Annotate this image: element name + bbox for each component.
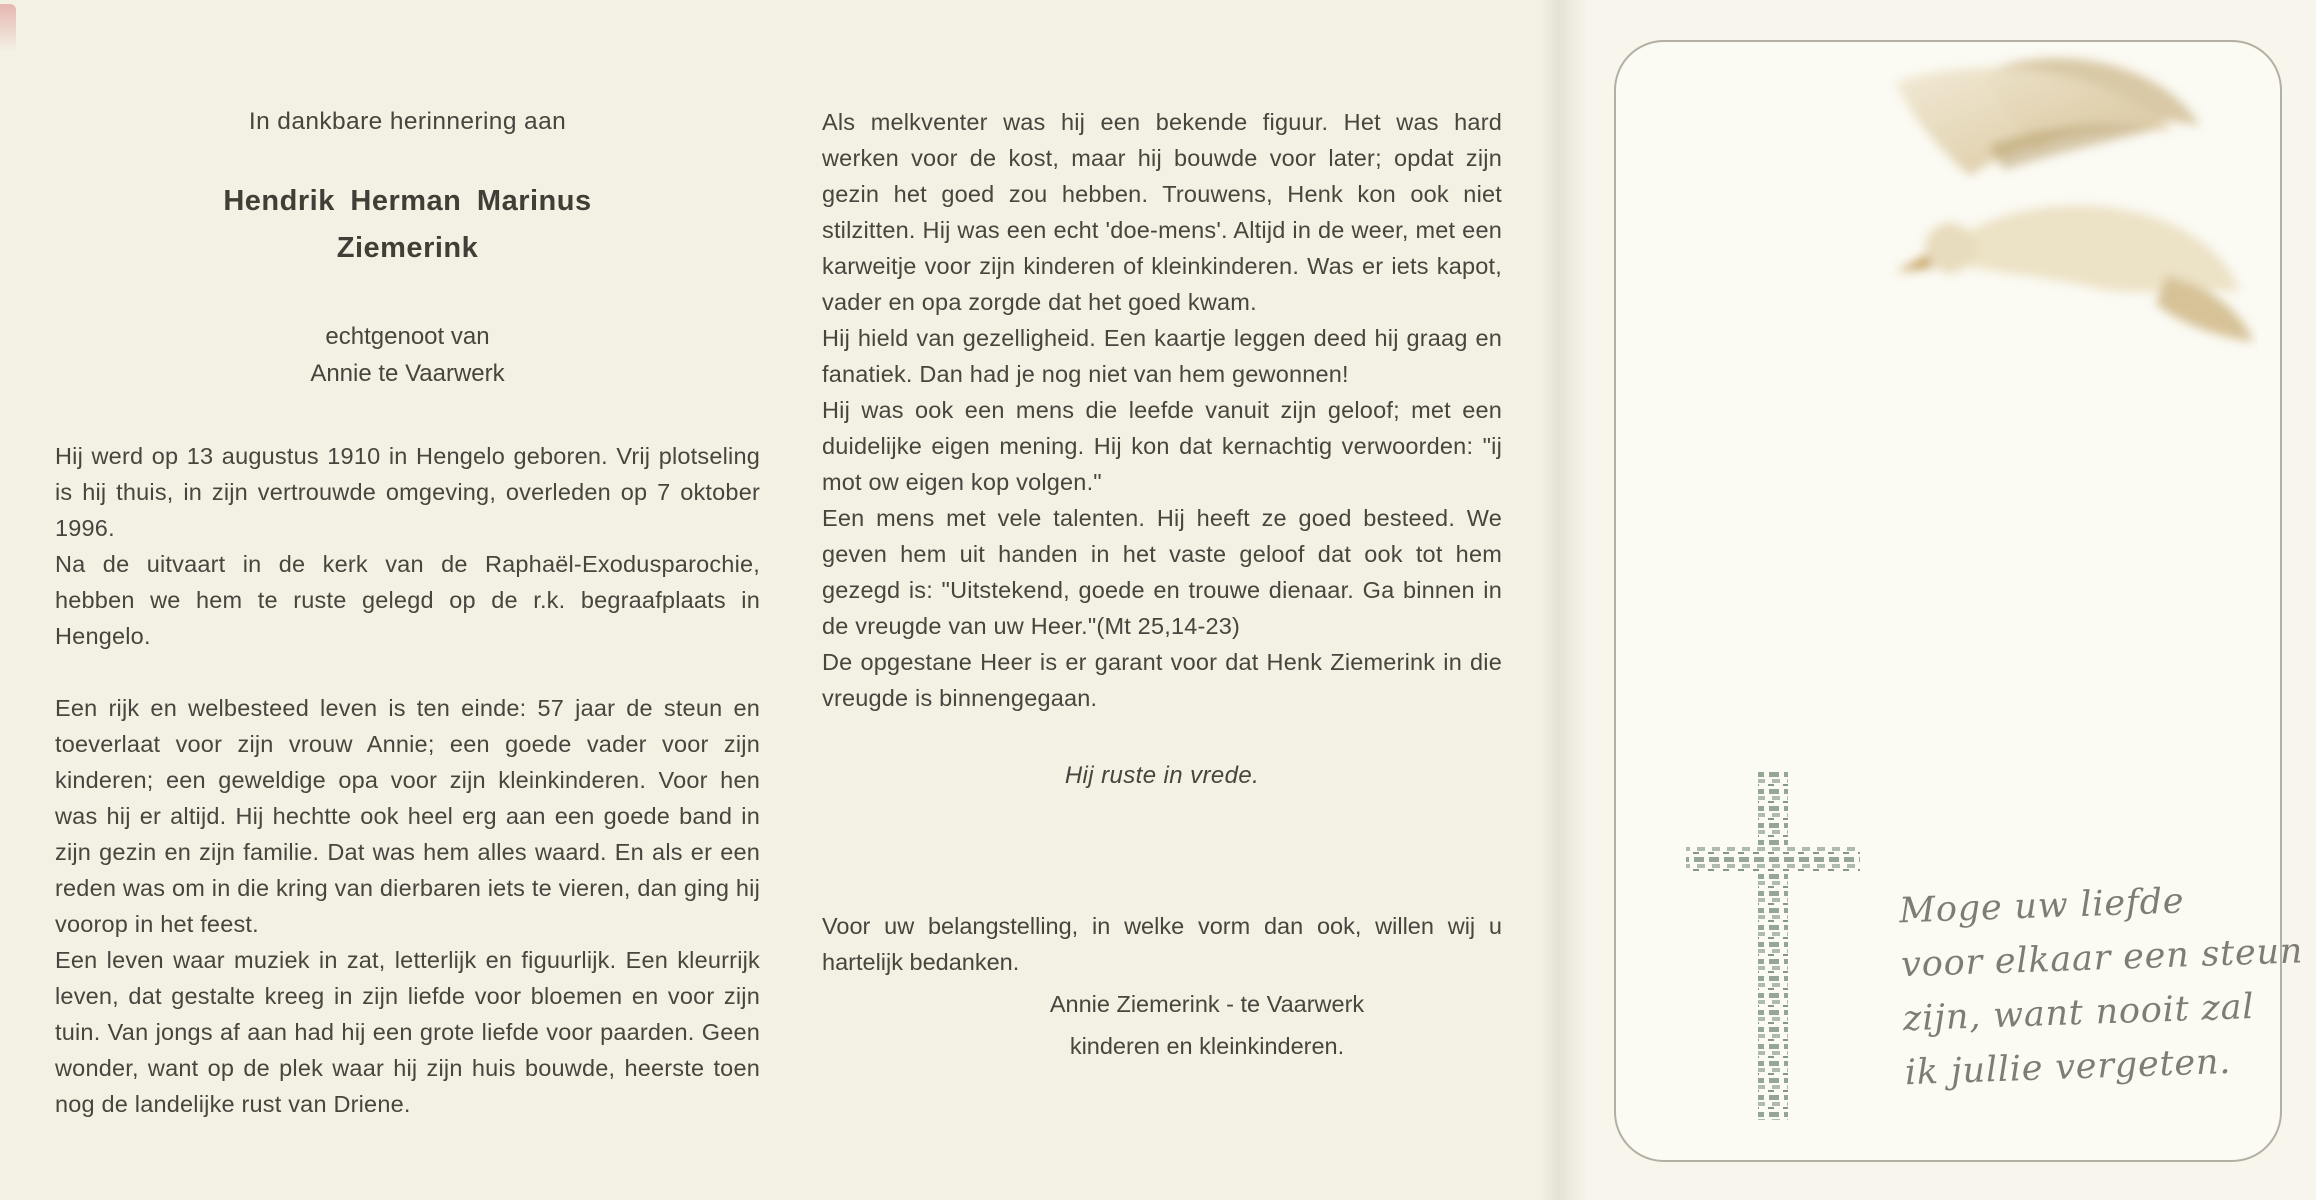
paragraph-faith: Hij was ook een mens die leefde vanuit zijn geloof; met een duidelijke eigen mening. Hij kon dat kernachtig verwoorden: "ij mot ow eigen kop volgen."	[822, 397, 1502, 495]
blessing-line: Moge uw liefde	[1898, 881, 2185, 932]
relation-label: echtgenoot van	[325, 323, 490, 350]
blessing-script-text	[1898, 872, 2304, 1100]
deceased-name	[55, 178, 760, 272]
prayer-card-panel	[1614, 40, 2304, 1162]
signature-widow: Annie Ziemerink - te Vaarwerk	[1049, 991, 1365, 1017]
acknowledgement-text: Voor uw belangstelling, in welke vorm dan ook, willen wij u hartelijk bedanken.	[822, 913, 1502, 975]
paragraph-milkman: Als melkventer was hij een bekende figuur. Het was hard werken voor de kost, maar hij bouwde voor later; opdat zijn gezin het goed zou hebben. Trouwens, Henk kon ook niet stilzitten. Hij was een echt 'doe-mens'. Altijd in de weer, met een karweitje voor zijn kinderen of kleinkinderen. Was er iets kapot, vader en opa zorgde dat het goed kwam.	[822, 109, 1502, 315]
signature-family: kinderen en kleinkinderen.	[1069, 1033, 1345, 1059]
paragraph-funeral: Na de uitvaart in de kerk van de Raphaël-Exodusparochie, hebben we hem te ruste gelegd op de r.k. begraafplaats in Hengelo.	[55, 551, 760, 649]
scan-edge-artifact	[0, 4, 16, 56]
paragraph-risen-lord: De opgestane Heer is er garant voor dat Henk Ziemerink in die vreugde is binnengegaan.	[822, 649, 1502, 711]
cross-icon	[1678, 770, 1868, 1120]
left-body-text	[55, 438, 760, 1122]
paragraph-birth-death: Hij werd op 13 augustus 1910 in Hengelo geboren. Vrij plotseling is hij thuis, in zijn vertrouwde omgeving, overleden op 7 oktober 1996.	[55, 443, 760, 541]
blessing-line: voor elkaar een steun	[1900, 931, 2304, 986]
paragraph-life: Een rijk en welbesteed leven is ten einde: 57 jaar de steun en toeverlaat voor zijn vrouw Annie; een goede vader voor zijn kinderen; een geweldige opa voor zijn kleinkinderen. Voor hen was hij er altijd. Hij hechtte ook heel erg aan een goede band in zijn gezin en zijn familie. Dat was hem alles waard. En als er een reden was om in die kring van dierbaren iets te vieren, dan ging hij voorop in het feest.	[55, 695, 760, 937]
blessing-line: ik jullie vergeten.	[1904, 1041, 2232, 1094]
dove-icon	[1838, 48, 2258, 368]
memorial-intro: In dankbare herinnering aan	[248, 108, 567, 135]
left-text-column	[55, 108, 760, 1122]
paragraph-hobbies: Een leven waar muziek in zat, letterlijk en figuurlijk. Een kleurrijk leven, dat gestalte kreeg in zijn liefde voor bloemen en voor zijn tuin. Van jongs af aan had hij een grote liefde voor paarden. Geen wonder, want op de plek waar hij zijn huis bouwde, heerste toen nog de landelijke rust van Driene.	[55, 947, 760, 1117]
paragraph-talents: Een mens met vele talenten. Hij heeft ze goed besteed. We geven hem uit handen in het vaste geloof dat ook tot hem gezegd is: "Uitstekend, goede en trouwe dienaar. Ga binnen in de vreugde van uw Heer."(Mt 25,14-23)	[822, 505, 1502, 639]
page-fold-shadow	[1540, 0, 1588, 1200]
blessing-line: zijn, want nooit zal	[1902, 987, 2255, 1040]
spouse-name: Annie te Vaarwerk	[310, 360, 505, 387]
paragraph-cards: Hij hield van gezelligheid. Een kaartje leggen deed hij graag en fanatiek. Dan had je nog niet van hem gewonnen!	[822, 325, 1502, 387]
deceased-name-line2: Ziemerink	[336, 232, 479, 264]
rest-in-peace-line: Hij ruste in vrede.	[1064, 762, 1260, 789]
deceased-name-line1: Hendrik Herman Marinus	[223, 185, 592, 217]
middle-text-column	[822, 104, 1502, 1064]
